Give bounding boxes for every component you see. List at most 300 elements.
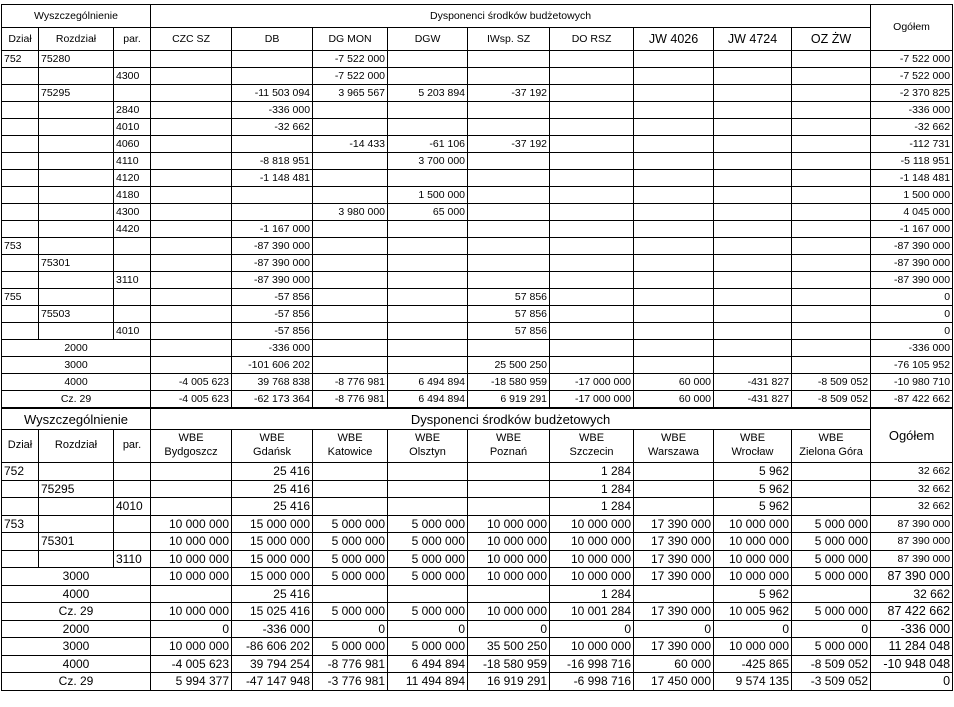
table-row [2, 187, 953, 204]
value-cell [792, 357, 871, 374]
value-cell: 25 416 [232, 480, 313, 498]
dzial-cell [2, 187, 39, 204]
value-cell [792, 170, 871, 187]
value-cell: -7 522 000 [313, 51, 388, 68]
value-cell [634, 187, 714, 204]
total-cell: -336 000 [871, 340, 953, 357]
value-cell: -6 998 716 [550, 673, 634, 691]
value-cell [468, 238, 550, 255]
value-cell [792, 204, 871, 221]
value-cell [634, 68, 714, 85]
summary-label: 4000 [2, 585, 151, 603]
value-cell: 10 000 000 [714, 568, 792, 586]
summary-row [2, 340, 953, 357]
value-cell: 10 000 000 [151, 533, 232, 551]
value-cell: 5 000 000 [792, 550, 871, 568]
summary-label: Cz. 29 [2, 603, 151, 621]
value-cell: -47 147 948 [232, 673, 313, 691]
dzial-cell: 752 [2, 51, 39, 68]
table-row [2, 170, 953, 187]
value-cell: 35 500 250 [468, 638, 550, 656]
value-cell [151, 119, 232, 136]
value-cell [792, 463, 871, 481]
value-cell: -336 000 [232, 340, 313, 357]
total-cell: 32 662 [871, 498, 953, 516]
value-cell: 17 390 000 [634, 533, 714, 551]
value-cell [468, 119, 550, 136]
value-cell [634, 170, 714, 187]
total-cell: -10 980 710 [871, 374, 953, 391]
rozdzial-cell [39, 136, 114, 153]
value-cell [151, 153, 232, 170]
value-cell [714, 85, 792, 102]
value-cell [313, 498, 388, 516]
rozdzial-cell [39, 68, 114, 85]
value-cell: 15 000 000 [232, 550, 313, 568]
value-cell [313, 170, 388, 187]
column-header-line2: Wrocław [731, 446, 774, 458]
par-cell: 4010 [114, 119, 151, 136]
value-cell: -17 000 000 [550, 391, 634, 408]
rozdzial-cell [39, 272, 114, 289]
value-cell [151, 221, 232, 238]
value-cell: 5 962 [714, 463, 792, 481]
total-cell: -112 731 [871, 136, 953, 153]
value-cell [550, 357, 634, 374]
value-cell: -37 192 [468, 85, 550, 102]
value-cell [468, 498, 550, 516]
total-cell: -7 522 000 [871, 68, 953, 85]
value-cell [792, 187, 871, 204]
value-cell [388, 289, 468, 306]
value-cell: -57 856 [232, 289, 313, 306]
value-cell [792, 323, 871, 340]
dzial-cell: 752 [2, 463, 39, 481]
value-cell [151, 102, 232, 119]
total-cell: -336 000 [871, 102, 953, 119]
value-cell [634, 306, 714, 323]
value-cell [634, 255, 714, 272]
column-header: DO RSZ [550, 28, 634, 51]
column-header-line1: WBE [739, 432, 766, 445]
value-cell [232, 187, 313, 204]
value-cell: -57 856 [232, 323, 313, 340]
column-header [232, 430, 313, 463]
value-cell [550, 272, 634, 289]
value-cell [634, 289, 714, 306]
value-cell: 65 000 [388, 204, 468, 221]
total-cell: -10 948 048 [871, 655, 953, 673]
rozdzial-cell [39, 550, 114, 568]
value-cell [634, 204, 714, 221]
value-cell: -8 776 981 [313, 391, 388, 408]
table-row [2, 221, 953, 238]
column-header [468, 430, 550, 463]
value-cell: 5 000 000 [388, 550, 468, 568]
par-cell: 4010 [114, 323, 151, 340]
table-row [2, 463, 953, 481]
value-cell [634, 119, 714, 136]
rozdzial-cell [39, 238, 114, 255]
summary-row [2, 655, 953, 673]
value-cell [388, 340, 468, 357]
column-header: IWsp. SZ [468, 28, 550, 51]
value-cell: 5 000 000 [313, 603, 388, 621]
column-header-line1: WBE [660, 432, 687, 445]
dzial-header: Dział [2, 28, 39, 51]
column-header-line2: Szczecin [569, 446, 614, 458]
value-cell: 10 000 000 [714, 638, 792, 656]
value-cell: 3 965 567 [313, 85, 388, 102]
dzial-cell [2, 102, 39, 119]
total-cell: 87 390 000 [871, 568, 953, 586]
value-cell [388, 51, 468, 68]
value-cell [792, 51, 871, 68]
dzial-cell [2, 306, 39, 323]
table-row [2, 289, 953, 306]
value-cell [313, 238, 388, 255]
column-header [151, 430, 232, 463]
value-cell: 5 000 000 [388, 638, 468, 656]
rozdzial-cell [39, 204, 114, 221]
value-cell: -57 856 [232, 306, 313, 323]
value-cell: 10 000 000 [468, 533, 550, 551]
column-header-line1: WBE [178, 432, 204, 445]
value-cell [550, 323, 634, 340]
value-cell [792, 340, 871, 357]
value-cell [151, 51, 232, 68]
value-cell [634, 238, 714, 255]
value-cell [313, 289, 388, 306]
value-cell: 10 000 000 [714, 550, 792, 568]
value-cell: 25 416 [232, 498, 313, 516]
total-cell: 0 [871, 289, 953, 306]
value-cell: -8 509 052 [792, 655, 871, 673]
table-row [2, 323, 953, 340]
value-cell [388, 221, 468, 238]
value-cell: 10 000 000 [151, 568, 232, 586]
rozdzial-cell [39, 187, 114, 204]
value-cell: -431 827 [714, 374, 792, 391]
value-cell: 17 390 000 [634, 638, 714, 656]
table-row [2, 480, 953, 498]
value-cell: 1 500 000 [388, 187, 468, 204]
value-cell: 6 494 894 [388, 655, 468, 673]
rozdzial-cell: 75280 [39, 51, 114, 68]
value-cell: 1 284 [550, 498, 634, 516]
rozdzial-cell: 75295 [39, 85, 114, 102]
column-header [792, 430, 871, 463]
par-cell [114, 515, 151, 533]
value-cell: 39 794 254 [232, 655, 313, 673]
value-cell [388, 238, 468, 255]
par-cell: 4180 [114, 187, 151, 204]
summary-row [2, 673, 953, 691]
value-cell: 5 000 000 [792, 515, 871, 533]
value-cell [550, 68, 634, 85]
total-cell: -5 118 951 [871, 153, 953, 170]
value-cell: -1 148 481 [232, 170, 313, 187]
par-cell [114, 85, 151, 102]
value-cell: 10 000 000 [714, 515, 792, 533]
value-cell: 1 284 [550, 585, 634, 603]
value-cell [714, 255, 792, 272]
value-cell [714, 51, 792, 68]
header-row [2, 5, 953, 28]
rozdzial-cell [39, 289, 114, 306]
value-cell: -62 173 364 [232, 391, 313, 408]
value-cell [714, 272, 792, 289]
column-header-line2: Gdańsk [253, 446, 291, 458]
value-cell [550, 221, 634, 238]
value-cell: 1 284 [550, 480, 634, 498]
value-cell [151, 238, 232, 255]
value-cell: 57 856 [468, 306, 550, 323]
value-cell: -87 390 000 [232, 255, 313, 272]
rozdzial-cell [39, 221, 114, 238]
value-cell [634, 323, 714, 340]
value-cell: 10 000 000 [714, 533, 792, 551]
value-cell: 11 494 894 [388, 673, 468, 691]
value-cell: 0 [313, 620, 388, 638]
value-cell [388, 480, 468, 498]
value-cell: 10 000 000 [550, 515, 634, 533]
value-cell: 10 000 000 [151, 515, 232, 533]
rozdzial-cell: 75301 [39, 533, 114, 551]
table-row [2, 136, 953, 153]
total-cell: 32 662 [871, 463, 953, 481]
par-cell: 4110 [114, 153, 151, 170]
summary-label: Cz. 29 [2, 673, 151, 691]
value-cell [792, 306, 871, 323]
table-row [2, 85, 953, 102]
total-cell: 87 422 662 [871, 603, 953, 621]
value-cell: 0 [550, 620, 634, 638]
value-cell [468, 221, 550, 238]
summary-row [2, 568, 953, 586]
column-header: DB [232, 28, 313, 51]
value-cell: -8 776 981 [313, 374, 388, 391]
par-cell [114, 238, 151, 255]
value-cell: -8 776 981 [313, 655, 388, 673]
total-cell: 32 662 [871, 480, 953, 498]
value-cell [151, 463, 232, 481]
total-cell: -1 148 481 [871, 170, 953, 187]
value-cell [550, 119, 634, 136]
value-cell: 16 919 291 [468, 673, 550, 691]
value-cell: 5 000 000 [792, 603, 871, 621]
value-cell [550, 289, 634, 306]
value-cell: -18 580 959 [468, 655, 550, 673]
value-cell [714, 289, 792, 306]
dzial-cell [2, 170, 39, 187]
value-cell [468, 102, 550, 119]
par-cell [114, 463, 151, 481]
value-cell [388, 357, 468, 374]
value-cell [151, 85, 232, 102]
value-cell [232, 51, 313, 68]
par-cell: 4120 [114, 170, 151, 187]
rozdzial-cell: 75503 [39, 306, 114, 323]
total-cell: -76 105 952 [871, 357, 953, 374]
dispatchers-header: Dysponenci środków budżetowych [151, 409, 871, 430]
value-cell [313, 463, 388, 481]
par-cell: 4010 [114, 498, 151, 516]
total-cell: -336 000 [871, 620, 953, 638]
dzial-cell [2, 221, 39, 238]
column-header-line1: WBE [259, 432, 285, 445]
par-cell: 4300 [114, 204, 151, 221]
value-cell [388, 306, 468, 323]
value-cell: 3 980 000 [313, 204, 388, 221]
value-cell [634, 357, 714, 374]
value-cell [550, 51, 634, 68]
value-cell [550, 187, 634, 204]
rozdzial-cell [39, 463, 114, 481]
par-header: par. [114, 28, 151, 51]
value-cell [634, 102, 714, 119]
value-cell [313, 153, 388, 170]
summary-row [2, 391, 953, 408]
value-cell: 5 000 000 [313, 550, 388, 568]
summary-row [2, 603, 953, 621]
total-cell: 0 [871, 673, 953, 691]
table-row [2, 102, 953, 119]
table-row [2, 533, 953, 551]
column-header: DG MON [313, 28, 388, 51]
value-cell [550, 136, 634, 153]
value-cell: -336 000 [232, 620, 313, 638]
value-cell: 17 390 000 [634, 515, 714, 533]
total-cell: -1 167 000 [871, 221, 953, 238]
value-cell: 60 000 [634, 374, 714, 391]
summary-label: 3000 [2, 568, 151, 586]
total-cell: -87 390 000 [871, 238, 953, 255]
rozdzial-cell [39, 498, 114, 516]
value-cell [714, 340, 792, 357]
value-cell [151, 323, 232, 340]
par-cell [114, 480, 151, 498]
value-cell: 5 203 894 [388, 85, 468, 102]
value-cell: 10 000 000 [151, 550, 232, 568]
table-row [2, 272, 953, 289]
value-cell [151, 204, 232, 221]
value-cell: 17 450 000 [634, 673, 714, 691]
value-cell [468, 204, 550, 221]
total-cell: 0 [871, 323, 953, 340]
value-cell: 10 005 962 [714, 603, 792, 621]
dzial-cell [2, 85, 39, 102]
budget-table-top [1, 4, 953, 408]
value-cell [313, 187, 388, 204]
dzial-cell [2, 153, 39, 170]
value-cell [792, 119, 871, 136]
par-cell: 2840 [114, 102, 151, 119]
value-cell: -431 827 [714, 391, 792, 408]
value-cell: 60 000 [634, 391, 714, 408]
value-cell: -87 390 000 [232, 238, 313, 255]
table-row [2, 306, 953, 323]
value-cell: 5 994 377 [151, 673, 232, 691]
column-header-line2: Olsztyn [409, 446, 446, 458]
summary-label: 3000 [2, 638, 151, 656]
value-cell: -1 167 000 [232, 221, 313, 238]
value-cell [468, 153, 550, 170]
value-cell: -3 776 981 [313, 673, 388, 691]
par-cell [114, 533, 151, 551]
value-cell [550, 204, 634, 221]
column-header-line2: Zielona Góra [799, 446, 863, 458]
value-cell: -11 503 094 [232, 85, 313, 102]
value-cell: 57 856 [468, 289, 550, 306]
total-cell: -87 390 000 [871, 255, 953, 272]
value-cell: 0 [792, 620, 871, 638]
total-cell: 87 390 000 [871, 533, 953, 551]
header-row [2, 409, 953, 430]
value-cell: 0 [468, 620, 550, 638]
value-cell [714, 221, 792, 238]
dzial-cell [2, 68, 39, 85]
total-header: Ogółem [871, 409, 953, 463]
value-cell [151, 136, 232, 153]
value-cell: 9 574 135 [714, 673, 792, 691]
column-header-line1: WBE [495, 432, 522, 445]
value-cell [634, 136, 714, 153]
value-cell: 39 768 838 [232, 374, 313, 391]
par-cell [114, 306, 151, 323]
value-cell [151, 340, 232, 357]
par-header: par. [114, 430, 151, 463]
value-cell [634, 340, 714, 357]
column-header-line1: WBE [337, 432, 363, 445]
value-cell [792, 153, 871, 170]
value-cell [550, 340, 634, 357]
par-cell: 3110 [114, 550, 151, 568]
value-cell [792, 255, 871, 272]
value-cell: 10 000 000 [550, 533, 634, 551]
column-header: CZC SZ [151, 28, 232, 51]
value-cell: 5 000 000 [313, 515, 388, 533]
value-cell [313, 255, 388, 272]
value-cell [151, 289, 232, 306]
summary-label: Cz. 29 [2, 391, 151, 408]
column-header-line1: WBE [414, 432, 441, 445]
table-row [2, 515, 953, 533]
value-cell: 5 962 [714, 585, 792, 603]
value-cell [550, 85, 634, 102]
value-cell: 10 000 000 [550, 550, 634, 568]
par-cell [114, 255, 151, 272]
total-cell: -32 662 [871, 119, 953, 136]
value-cell [714, 170, 792, 187]
rozdzial-header: Rozdział [39, 28, 114, 51]
value-cell [714, 153, 792, 170]
value-cell: 15 000 000 [232, 568, 313, 586]
value-cell [313, 480, 388, 498]
total-cell: 87 390 000 [871, 515, 953, 533]
total-header: Ogółem [871, 5, 953, 51]
rozdzial-cell [39, 102, 114, 119]
dzial-cell [2, 480, 39, 498]
value-cell [792, 238, 871, 255]
value-cell [388, 498, 468, 516]
value-cell [468, 51, 550, 68]
value-cell [313, 119, 388, 136]
table-row [2, 238, 953, 255]
value-cell: 15 025 416 [232, 603, 313, 621]
par-cell: 4300 [114, 68, 151, 85]
value-cell: 0 [151, 620, 232, 638]
